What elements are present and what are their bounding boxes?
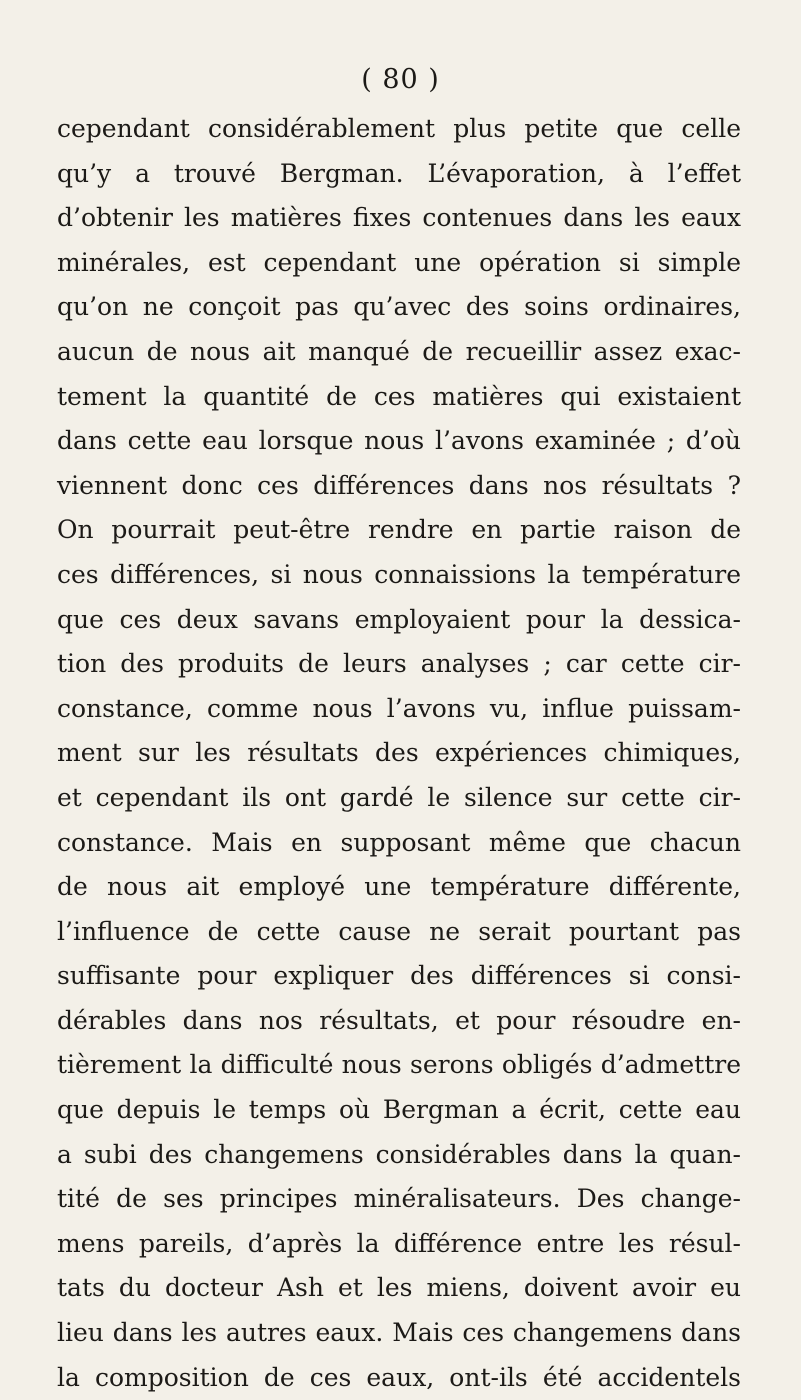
text-line: cependant considérablement plus petite que celle [57,114,741,143]
text-line: qu’on ne conçoit pas qu’avec des soins ordinaires, [57,292,741,322]
text-line: ment sur les résultats des expériences chimiques, [57,738,741,768]
text-line: tité de ses principes minéralisateurs. Des change- [57,1184,741,1214]
text-line: tats du docteur Ash et les miens, doivent avoir eu [57,1273,741,1303]
text-line: que ces deux savans employaient pour la dessica- [57,604,741,634]
text-line: constance. Mais en supposant même que chacun [57,827,741,857]
text-line: d’obtenir les matières fixes contenues dans les eaux [57,203,741,233]
text-line: l’influence de cette cause ne serait pourtant pas [57,916,741,946]
text-line: tièrement la difficulté nous serons obligés d’admettre [57,1050,741,1080]
text-line: viennent donc ces différences dans nos résultats ? [57,470,741,500]
text-line: mens pareils, d’après la différence entre les résul- [57,1228,741,1258]
text-line: de nous ait employé une température différente, [57,872,741,902]
text-line: que depuis le temps où Bergman a écrit, cette eau [57,1095,741,1125]
text-line: a subi des changemens considérables dans la quan- [57,1139,741,1169]
text-line: lieu dans les autres eaux. Mais ces changemens dans [57,1318,741,1348]
text-line: dérables dans nos résultats, et pour résoudre en- [57,1005,741,1035]
text-line: et cependant ils ont gardé le silence sur cette cir- [57,782,741,812]
text-line: tion des produits de leurs analyses ; car cette cir- [57,649,741,679]
text-line: minérales, est cependant une opération si simple [57,247,741,277]
text-line: qu’y a trouvé Bergman. L’évaporation, à l’effet [57,158,741,188]
text-line: constance, comme nous l’avons vu, influe puissam- [57,693,741,723]
text-line: ces différences, si nous connaissions la température [57,559,741,589]
text-line: On pourrait peut-être rendre en partie raison de [57,515,741,545]
text-line: aucun de nous ait manqué de recueillir assez exac- [57,336,741,366]
text-line: tement la quantité de ces matières qui existaient [57,381,741,411]
text-line: dans cette eau lorsque nous l’avons examinée ; d’où [57,426,741,456]
text-line: la composition de ces eaux, ont-ils été accidentels [57,1362,741,1392]
text-line: suffisante pour expliquer des différences si consi- [57,961,741,991]
body-text [57,107,741,1400]
page-number: ( 80 ) [361,64,440,95]
